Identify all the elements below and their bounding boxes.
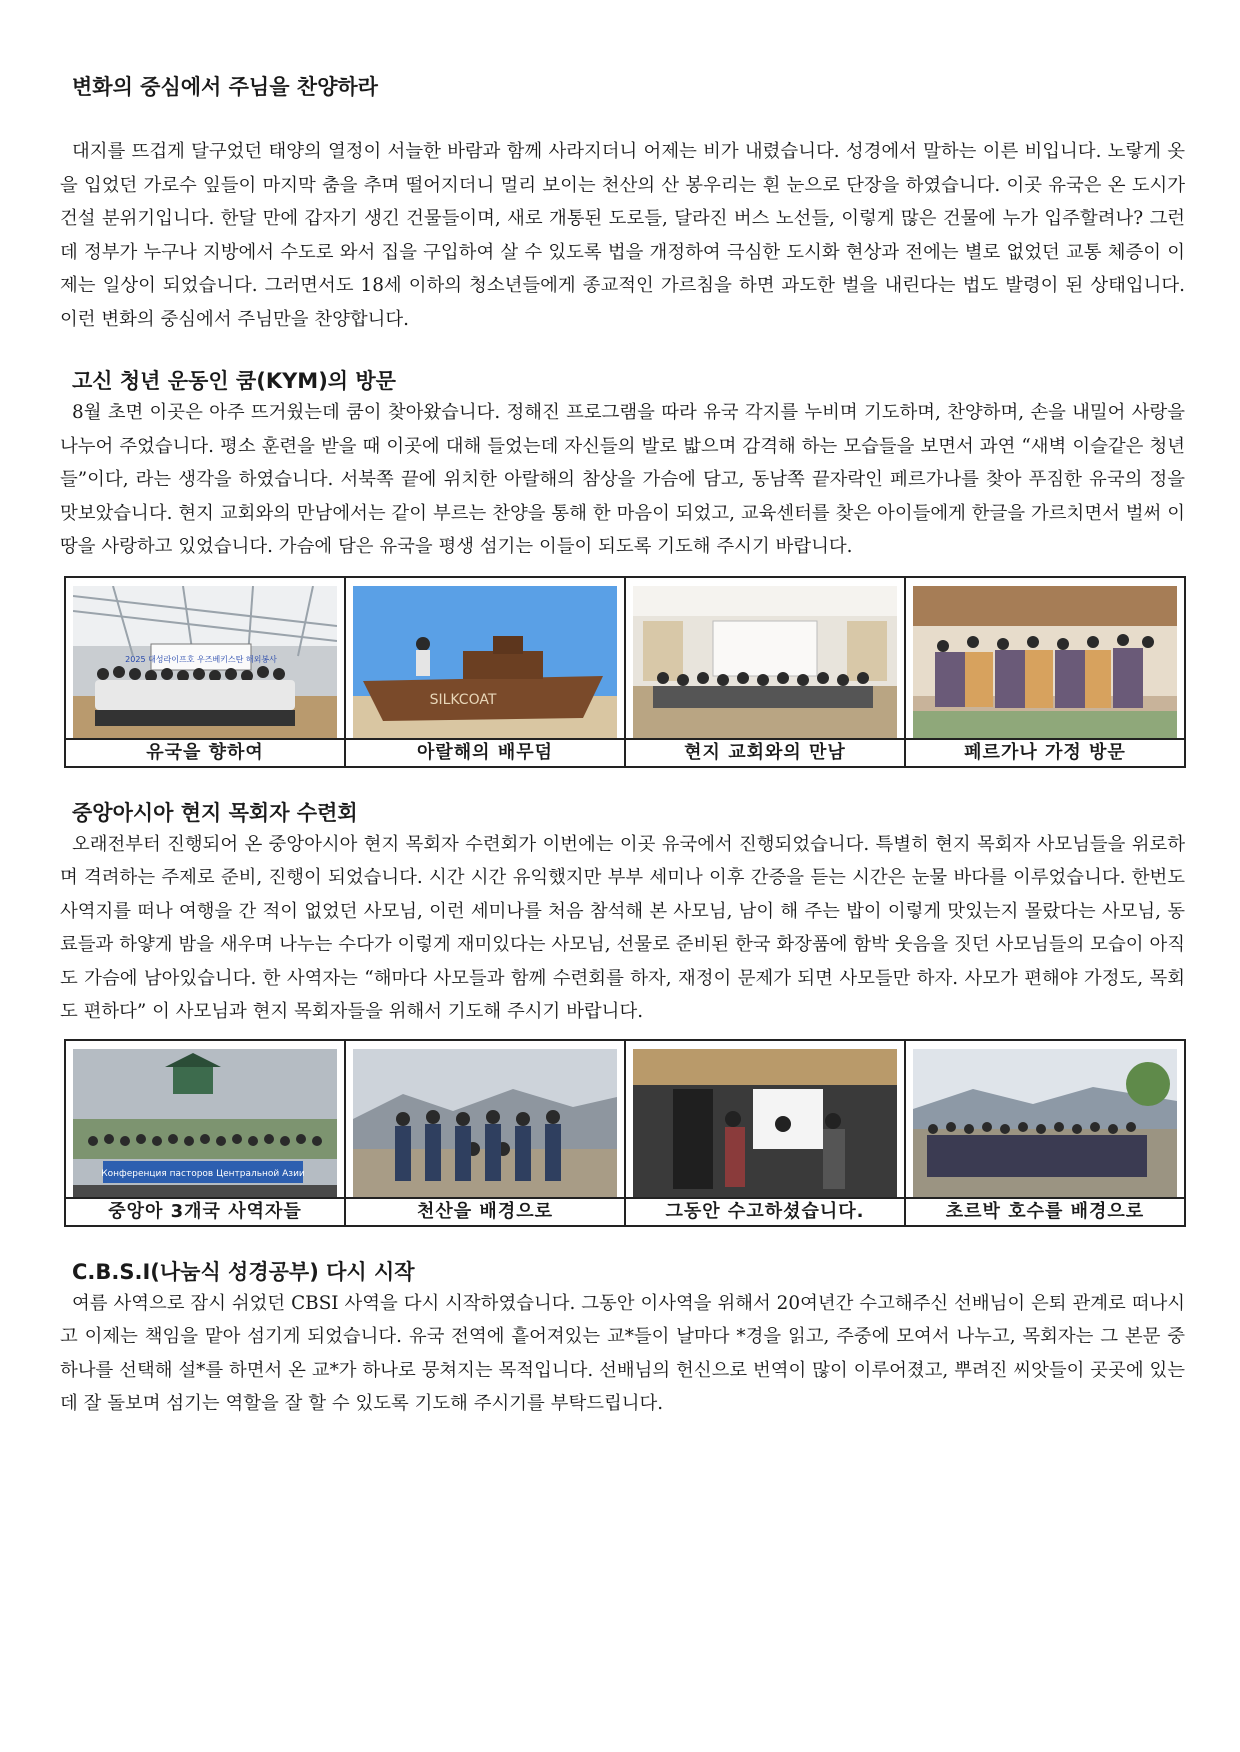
photo-cell — [65, 577, 345, 739]
section-body-1: 대지를 뜨겁게 달구었던 태양의 열정이 서늘한 바람과 함께 사라지더니 어제는 비가 내렸습니다. 성경에서 말하는 이른 비입니다. 노랗게 옷을 입었던 가로수 잎들이 마지막 춤을 추며 떨어지더니 멀리 보이는 천산의 산 봉우리는 흰 눈으로 단장을 하였습니다. 이곳 유국은 온 도시가 건설 분위기입니다. 한달 만에 갑자기 생긴 건물들이며, 새로 개통된 도로들, 달라진 버스 노선들, 이렇게 많은 건물에 누가 입주할려나? 그런데 정부가 누구나 지방에서 수도로 와서 집을 구입하여 살 수 있도록 법을 개정하여 극심한 도시화 현상과 전에는 별로 없었던 교통 체증이 이제는 일상이 되었습니다. 그러면서도 18세 이하의 청소년들에게 종교적인 가르침을 하면 과도한 벌을 내린다는 법도 발령이 된 상태입니다. 이런 변화의 중심에서 주님만을 찬양합니다. — [60, 141, 1185, 330]
section-body-3: 오래전부터 진행되어 온 중앙아시아 현지 목회자 수련회가 이번에는 이곳 유국에서 진행되었습니다. 특별히 현지 목회자 사모님들을 위로하며 격려하는 주제로 준비, 진행이 되었습니다. 시간 시간 유익했지만 부부 세미나 이후 간증을 듣는 시간은 눈물 바다를 이루었습니다. 한번도 사역지를 떠나 여행을 간 적이 없었던 사모님, 이런 세미나를 처음 참석해 본 사모님, 남이 해 주는 밥이 이렇게 맛있는지 몰랐다는 사모님, 동료들과 하얗게 밤을 새우며 나누는 수다가 이렇게 재미있다는 사모님, 선물로 준비된 한국 화장품에 함박 웃음을 짓던 사모님들의 모습이 아직도 가슴에 남아있습니다. 한 사역자는 “해마다 사모들과 함께 수련회를 하자, 재정이 문제가 되면 사모들만 하자. 사모가 편해야 가정도, 목회도 편하다” 이 사모님과 현지 목회자들을 위해서 기도해 주시기 바랍니다. — [60, 833, 1185, 1022]
section-body-4: 여름 사역으로 잠시 쉬었던 CBSI 사역을 다시 시작하였습니다. 그동안 이사역을 위해서 20여년간 수고해주신 선배님이 은퇴 관계로 떠나시고 이제는 책임을 맡아 섬기게 되었습니다. 유국 전역에 흩어져있는 교*들이 날마다 *경을 읽고, 주중에 모여서 나누고, 목회자는 그 본문 중 하나를 선택해 설*를 하면서 온 교*가 하나로 뭉쳐지는 목적입니다. 선배님의 헌신으로 번역이 많이 이루어졌고, 뿌려진 씨앗들이 곳곳에 있는데 잘 돌보며 섬기는 역할을 잘 할 수 있도록 기도해 주시기를 부탁드립니다. — [60, 1292, 1185, 1414]
photo-caption: 유국을 향하여 — [65, 739, 345, 767]
photo-charvak-lake — [913, 1049, 1177, 1197]
photo-caption: 중앙아 3개국 사역자들 — [65, 1198, 345, 1226]
photo-caption: 아랄해의 배무덤 — [345, 739, 625, 767]
photo-cell — [345, 577, 625, 739]
photo-table-kym — [64, 576, 1186, 768]
newsletter-page — [60, 72, 1185, 1421]
photo-cell — [625, 577, 905, 739]
photo-cell — [625, 1040, 905, 1198]
banner-text: Конференция пасторов Центральной Азии — [101, 1168, 305, 1179]
photo-aral-boat — [353, 586, 617, 738]
photo-caption: 그동안 수고하셨습니다. — [625, 1198, 905, 1226]
photo-central-asia-group — [73, 1049, 337, 1197]
photo-church-meeting — [633, 586, 897, 738]
photo-table-conference — [64, 1039, 1186, 1227]
section-title-2: 고신 청년 운동인 쿰(KYM)의 방문 — [72, 369, 396, 393]
section-body-2: 8월 초면 이곳은 아주 뜨거웠는데 쿰이 찾아왔습니다. 정해진 프로그램을 따라 유국 각지를 누비며 기도하며, 찬양하며, 손을 내밀어 사랑을 나누어 주었습니다. 평소 훈련을 받을 때 이곳에 대해 들었는데 자신들의 발로 밟으며 감격해 하는 모습들을 보면서 과연 “새벽 이슬같은 청년들”이다, 라는 생각을 하였습니다. 서북쪽 끝에 위치한 아랄해의 참상을 가슴에 담고, 동남쪽 끝자락인 페르가나를 찾아 푸짐한 유국의 정을 맛보았습니다. 현지 교회와의 만남에서는 같이 부르는 찬양을 통해 한 마음이 되었고, 교육센터를 찾은 아이들에게 한글을 가르치면서 벌써 이 땅을 사랑하고 있었습니다. 가슴에 담은 유국을 평생 섬기는 이들이 되도록 기도해 주시기 바랍니다. — [60, 402, 1185, 557]
banner-text: 2025 대성라이프호 우즈베키스탄 해외봉사 — [125, 654, 277, 664]
photo-cell — [905, 577, 1185, 739]
section-title-3: 중앙아시아 현지 목회자 수련회 — [72, 800, 358, 825]
photo-fergana-home — [913, 586, 1177, 738]
boat-text: SILKCOAT — [429, 691, 497, 708]
photo-cell — [65, 1040, 345, 1198]
photo-cell — [905, 1040, 1185, 1198]
photo-thanks — [633, 1049, 897, 1197]
photo-tianshan — [353, 1049, 617, 1197]
photo-cell — [345, 1040, 625, 1198]
photo-caption: 천산을 배경으로 — [345, 1198, 625, 1226]
section-title-1: 변화의 중심에서 주님을 찬양하라 — [72, 75, 378, 99]
photo-caption: 현지 교회와의 만남 — [625, 739, 905, 767]
photo-caption: 초르박 호수를 배경으로 — [905, 1198, 1185, 1226]
photo-caption: 페르가나 가정 방문 — [905, 739, 1185, 767]
section-title-4: C.B.S.I(나눔식 성경공부) 다시 시작 — [72, 1259, 415, 1284]
photo-airport-group — [73, 586, 337, 738]
